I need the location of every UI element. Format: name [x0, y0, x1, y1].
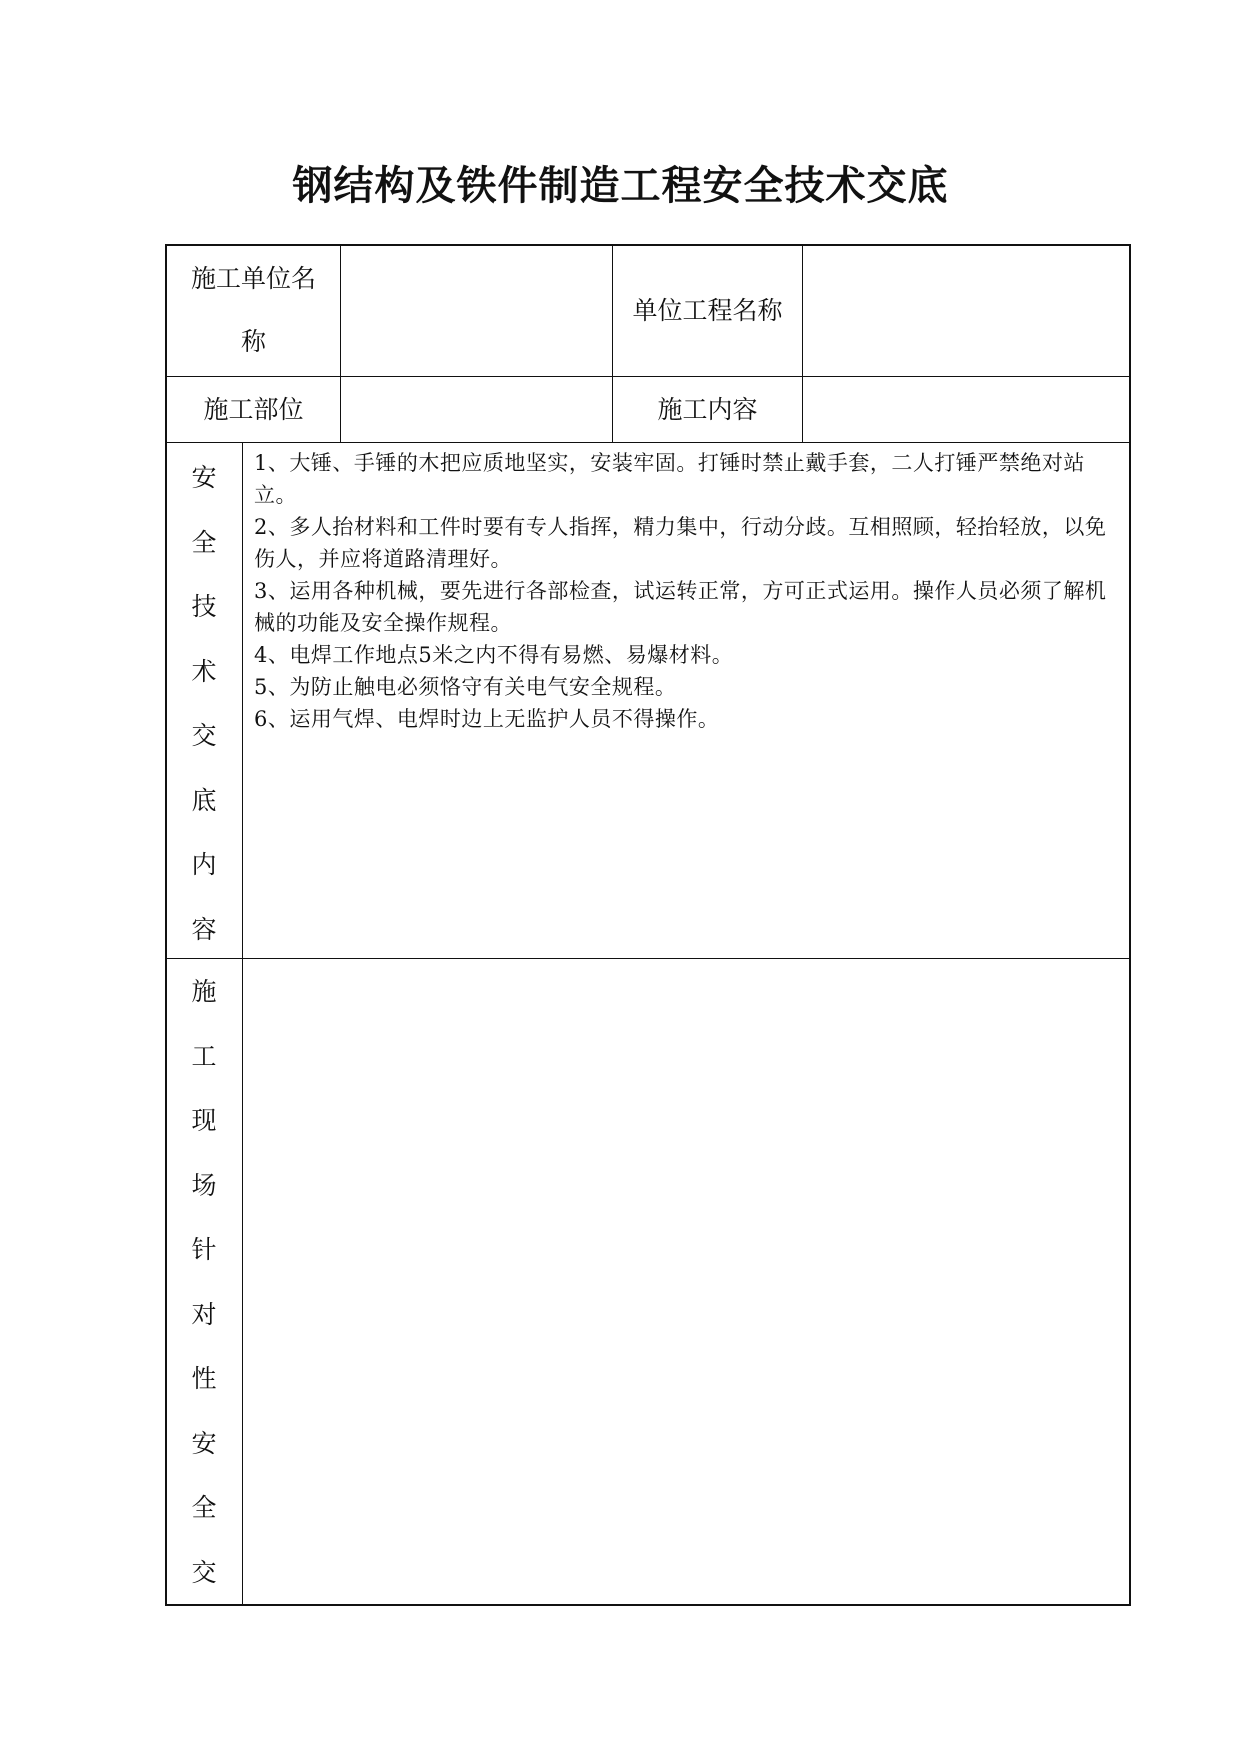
site-label-char: 性 [191, 1364, 217, 1393]
col-divider-3 [802, 246, 803, 442]
site-label-char: 场 [191, 1170, 217, 1200]
safety-label-char: 全 [191, 527, 217, 557]
safety-label-char: 容 [191, 914, 217, 944]
safety-label-char: 内 [191, 850, 217, 879]
unit-project-name-label: 单位工程名称 [632, 296, 783, 325]
document-title: 钢结构及铁件制造工程安全技术交底 [292, 163, 949, 209]
construction-unit-label-line2-text: 称 [240, 327, 266, 356]
col-divider-left [242, 442, 243, 1606]
row-divider-2 [167, 442, 1129, 443]
site-label-char: 施 [191, 977, 217, 1006]
site-label-char: 工 [191, 1041, 217, 1071]
safety-disclosure-label [167, 446, 241, 962]
construction-unit-label-line1: 施工单位名 [190, 264, 316, 293]
row-divider-3 [167, 958, 1129, 959]
site-specific-content[interactable] [254, 966, 1124, 1596]
construction-unit-label [167, 266, 340, 328]
safety-label-char: 术 [191, 656, 217, 686]
safety-item-5: 5、为防止触电必须恪守有关电气安全规程。 [254, 675, 677, 699]
construction-part-label: 施工部位 [203, 395, 304, 424]
row-divider-1 [167, 376, 1129, 377]
site-label-char: 交 [191, 1557, 217, 1587]
site-label-char: 针 [191, 1235, 217, 1264]
safety-item-6: 6、运用气焊、电焊时边上无监护人员不得操作。 [254, 707, 720, 731]
safety-item-4: 4、电焊工作地点5米之内不得有易燃、易爆材料。 [254, 643, 734, 667]
disclosure-table [165, 244, 1131, 1606]
site-label-char: 对 [191, 1299, 217, 1329]
safety-label-char: 技 [191, 592, 217, 621]
site-label-char: 安 [191, 1428, 217, 1458]
construction-content-label: 施工内容 [657, 395, 758, 424]
site-label-char: 现 [191, 1106, 217, 1135]
safety-item-1: 1、大锤、手锤的木把应质地坚实，安装牢固。打锤时禁止戴手套，二人打锤严禁绝对站立。 [254, 451, 1085, 507]
safety-label-char: 底 [191, 785, 217, 815]
safety-item-2: 2、多人抬材料和工件时要有专人指挥，精力集中，行动分歧。互相照顾，轻抬轻放，以免伤人，并应将道路清理好。 [254, 515, 1107, 571]
safety-label-char: 交 [191, 721, 217, 750]
safety-label-char: 安 [191, 463, 217, 492]
safety-disclosure-content [254, 447, 1124, 735]
col-divider-1 [340, 246, 341, 442]
safety-item-3: 3、运用各种机械，要先进行各部检查，试运转正常，方可正式运用。操作人员必须了解机械的功能及安全操作规程。 [254, 579, 1107, 635]
site-specific-label [167, 960, 241, 1605]
site-label-char: 全 [191, 1493, 217, 1522]
